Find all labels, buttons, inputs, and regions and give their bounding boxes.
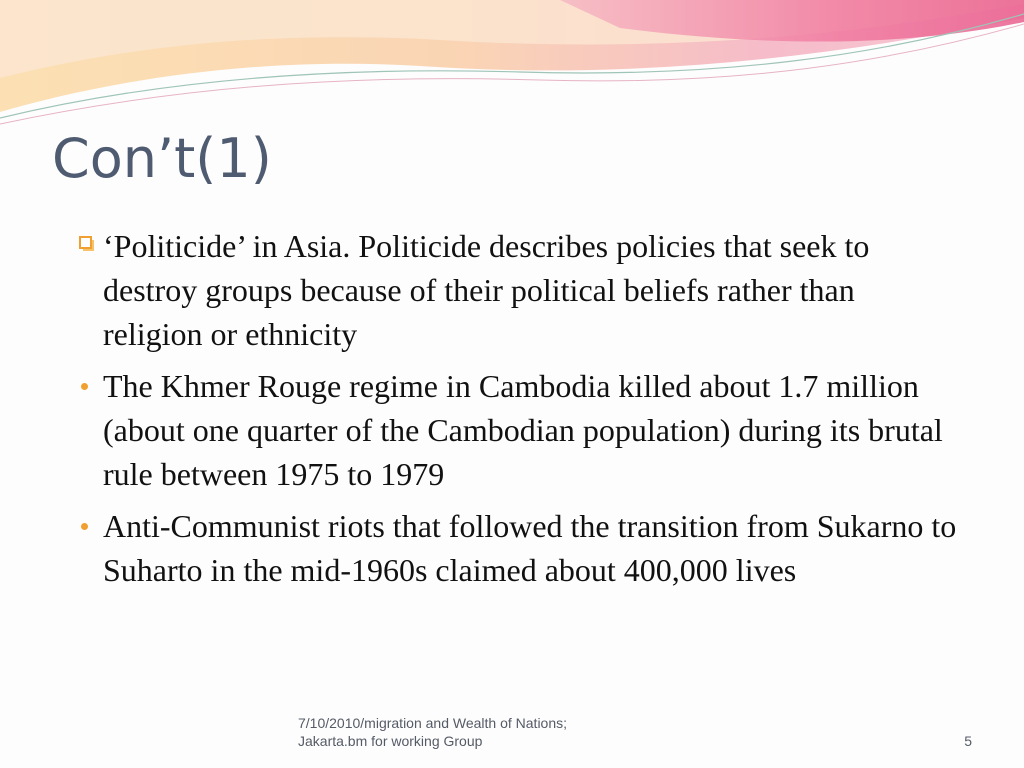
bullet-item-anti-communist <box>78 504 958 592</box>
bullet-item-khmer-rouge <box>78 364 958 496</box>
checkbox-bullet-icon <box>79 236 92 249</box>
page-number: 5 <box>964 733 972 749</box>
bullet-text: Anti-Communist riots that followed the transition from Sukarno to Suharto in the mid-1960s claimed about 400,000 lives <box>103 508 957 588</box>
footer <box>298 714 678 750</box>
bullet-text: The Khmer Rouge regime in Cambodia killed about 1.7 million (about one quarter of the Cambodian population) during its brutal rule between 1975 to 1979 <box>103 368 943 492</box>
slide-title: Con’t(1) <box>52 127 272 190</box>
decorative-header-swoosh <box>0 0 1024 130</box>
bullet-item-politicide <box>78 224 958 356</box>
bullet-list <box>78 224 958 600</box>
footer-line-1: 7/10/2010/migration and Wealth of Nations; <box>298 715 568 731</box>
footer-line-2: Jakarta.bm for working Group <box>298 733 483 749</box>
dot-bullet-icon <box>81 523 88 530</box>
bullet-text: ‘Politicide’ in Asia. Politicide describes policies that seek to destroy groups because of their political beliefs rather than religion or ethnicity <box>103 228 870 352</box>
dot-bullet-icon <box>81 383 88 390</box>
